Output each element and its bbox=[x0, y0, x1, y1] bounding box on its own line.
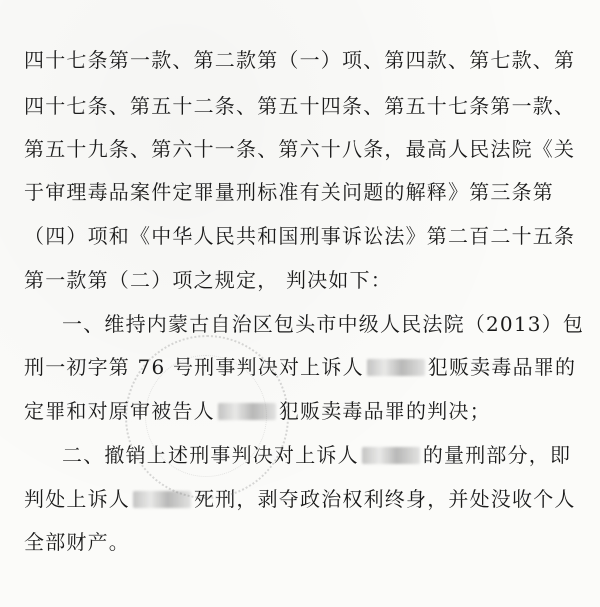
item2-line-1-part1: 二、撤销上述刑事判决对上诉人 bbox=[62, 443, 359, 467]
text-line-3: 第五十九条、第六十一条、第六十八条，最高人民法院《关 bbox=[24, 137, 576, 161]
text-line-6: 第一款第（二）项之规定， 判决如下： bbox=[24, 268, 392, 292]
text-line-5: （四）项和《中华人民共和国刑事诉讼法》第二百二十五条 bbox=[24, 224, 576, 248]
item2-line-2-part1: 判处上诉人 bbox=[24, 487, 130, 511]
item2-line-2-part2: 死刑，剥夺政治权利终身，并处没收个人 bbox=[194, 487, 576, 511]
redacted-name bbox=[367, 359, 425, 376]
text-line-2: 四十七条、第五十二条、第五十四条、第五十七条第一款、 bbox=[24, 94, 576, 118]
item1-line-2-part1: 刑一初字第 76 号刑事判决对上诉人 bbox=[24, 355, 364, 379]
item1-line-3-part1: 定罪和对原审被告人 bbox=[24, 399, 215, 423]
item2-line-1-part2: 的量刑部分，即 bbox=[422, 443, 572, 467]
item1-line-1: 一、维持内蒙古自治区包头市中级人民法院（2013）包 bbox=[62, 312, 585, 336]
item1-line-3 bbox=[24, 399, 491, 423]
item2-line-2 bbox=[24, 487, 576, 511]
text-line-4: 于审理毒品案件定罪量刑标准有关问题的解释》第三条第 bbox=[24, 180, 554, 204]
item2-line-1 bbox=[62, 443, 571, 467]
item2-line-3: 全部财产。 bbox=[24, 530, 130, 554]
redacted-name bbox=[133, 491, 191, 508]
item1-line-3-part2: 犯贩卖毒品罪的判决； bbox=[278, 399, 491, 423]
item1-line-2-part2: 犯贩卖毒品罪的 bbox=[427, 355, 577, 379]
item1-line-2 bbox=[24, 355, 576, 379]
redacted-name bbox=[362, 447, 420, 464]
text-line-1: 四十七条第一款、第二款第（一）项、第四款、第七款、第 bbox=[24, 48, 576, 72]
redacted-name bbox=[218, 403, 276, 420]
